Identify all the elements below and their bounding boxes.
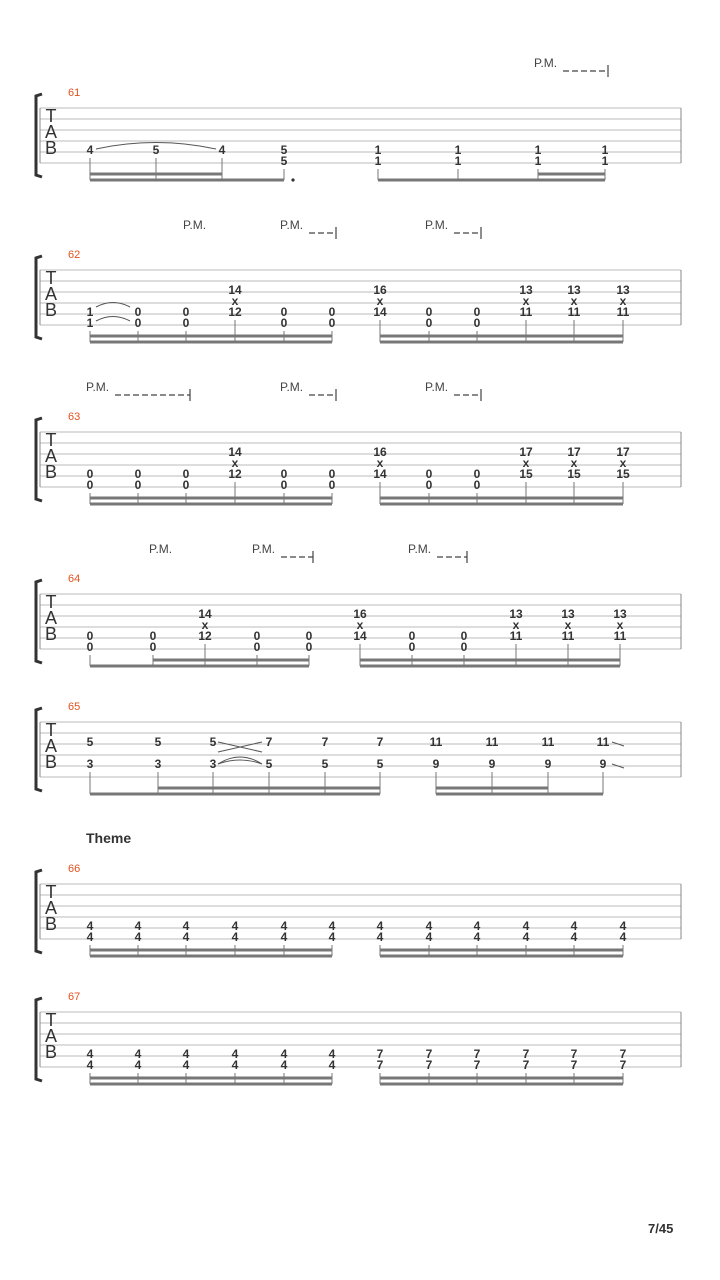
fret-number: 4 [86,143,94,157]
fret-number: 4 [231,930,239,944]
fret-number: 7 [473,1058,481,1072]
fret-number: 7 [321,735,329,749]
fret-number: 4 [218,143,226,157]
fret-number: 0 [182,305,190,319]
fret-number: 0 [86,478,94,492]
tab-clef-letter: B [44,300,58,320]
tab-clef-letter: A [44,284,58,304]
tab-clef-letter: T [45,106,57,126]
fret-number: 1 [601,143,609,157]
fret-number: 5 [86,735,94,749]
fret-number: 4 [86,1047,94,1061]
fret-number: 0 [134,316,142,330]
fret-number: 5 [209,735,217,749]
fret-number: 5 [152,143,160,157]
fret-number: 9 [599,757,607,771]
fret-number: 0 [408,640,416,654]
tab-clef-letter: B [44,914,58,934]
fret-number: 14 [228,445,242,459]
fret-number: 3 [209,757,217,771]
fret-number: 0 [149,640,157,654]
fret-number: 0 [86,629,94,643]
fret-number: 16 [353,607,367,621]
fret-number: 4 [86,930,94,944]
fret-number: 0 [305,640,313,654]
fret-number: 14 [373,467,387,481]
fret-number: 0 [182,316,190,330]
fret-number: 15 [616,467,630,481]
fret-number: 3 [86,757,94,771]
fret-number: 11 [485,735,499,749]
fret-number: 13 [519,283,533,297]
measure-number: 64 [68,573,81,585]
fret-number: 7 [376,735,384,749]
section-label: Theme [86,830,132,846]
fret-number: 4 [522,919,530,933]
fret-number: 13 [561,607,575,621]
palm-mute-label: P.M. [425,218,449,232]
page-number: 7/45 [648,1221,674,1236]
fret-number: 5 [280,154,288,168]
tab-clef-letter: T [45,1010,57,1030]
fret-number: 4 [570,919,578,933]
fret-number: 7 [473,1047,481,1061]
system-bracket [36,256,42,339]
fret-number: 11 [567,305,581,319]
fret-number: 4 [328,1058,336,1072]
fret-number: 7 [425,1058,433,1072]
measure-67 [36,991,681,1084]
palm-mute-label: P.M. [183,218,207,232]
fret-number: 15 [519,467,533,481]
fret-number: 0 [149,629,157,643]
fret-number: 4 [280,930,288,944]
tab-clef-letter: T [45,430,57,450]
palm-mute-label: P.M. [534,56,558,70]
fret-number: 0 [328,316,336,330]
fret-number: 4 [328,919,336,933]
tab-clef-letter: T [45,592,57,612]
fret-number: 1 [374,154,382,168]
fret-number: 0 [134,478,142,492]
tab-clef-letter: A [44,736,58,756]
fret-number: 16 [373,283,387,297]
fret-number: 4 [328,930,336,944]
fret-number: 4 [473,930,481,944]
fret-number: 12 [198,629,212,643]
fret-number: x [512,618,520,632]
fret-number: x [522,456,530,470]
fret-number: 14 [228,283,242,297]
fret-number: 0 [280,305,288,319]
fret-number: 13 [509,607,523,621]
fret-number: 4 [182,919,190,933]
tab-clef-letter: T [45,882,57,902]
fret-number: 4 [280,1047,288,1061]
tab-clef-letter: A [44,446,58,466]
fret-number: 0 [182,467,190,481]
measure-66 [36,863,681,956]
system-bracket [36,870,42,953]
palm-mute-label: P.M. [149,542,173,556]
fret-number: x [376,294,384,308]
fret-number: 17 [519,445,533,459]
fret-number: 4 [231,1047,239,1061]
tab-clef-letter: A [44,608,58,628]
tab-clef-letter: B [44,752,58,772]
palm-mute-label: P.M. [408,542,432,556]
tab-clef-letter: B [44,624,58,644]
fret-number: 1 [534,143,542,157]
fret-number: 4 [182,1047,190,1061]
fret-number: 1 [534,154,542,168]
fret-number: 0 [425,316,433,330]
fret-number: 4 [134,919,142,933]
fret-number: 4 [376,919,384,933]
fret-number: 7 [570,1058,578,1072]
fret-number: 0 [425,478,433,492]
fret-number: x [619,456,627,470]
fret-number: 4 [182,1058,190,1072]
system-bracket [36,708,42,791]
fret-number: 17 [616,445,630,459]
fret-number: x [570,294,578,308]
system-bracket [36,998,42,1081]
fret-number: 1 [374,143,382,157]
fret-number: 13 [613,607,627,621]
fret-number: 9 [544,757,552,771]
fret-number: 1 [86,305,94,319]
fret-number: 4 [182,930,190,944]
measure-number: 63 [68,411,81,423]
fret-number: 14 [353,629,367,643]
fret-number: x [376,456,384,470]
fret-number: 0 [473,316,481,330]
measure-number: 62 [68,249,81,261]
fret-number: 17 [567,445,581,459]
fret-number: 0 [460,629,468,643]
fret-number: 9 [432,757,440,771]
tab-clef-letter: A [44,898,58,918]
fret-number: x [522,294,530,308]
fret-number: 7 [619,1047,627,1061]
fret-number: 4 [473,919,481,933]
measure-62 [36,218,681,342]
fret-number: 4 [86,919,94,933]
fret-number: x [570,456,578,470]
fret-number: 4 [231,1058,239,1072]
fret-number: x [356,618,364,632]
measure-61 [36,56,681,182]
fret-number: 9 [488,757,496,771]
fret-number: x [231,456,239,470]
fret-number: 4 [328,1047,336,1061]
fret-number: 5 [154,735,162,749]
fret-number: 7 [522,1047,530,1061]
measure-64 [36,542,681,666]
fret-number: 0 [473,478,481,492]
system-bracket [36,580,42,663]
fret-number: 0 [134,305,142,319]
fret-number: 0 [253,629,261,643]
palm-mute-label: P.M. [252,542,276,556]
fret-number: 0 [473,305,481,319]
fret-number: 0 [86,467,94,481]
slur [96,317,130,322]
palm-mute-label: P.M. [280,380,304,394]
measure-65 [36,701,681,794]
fret-number: 4 [619,930,627,944]
fret-number: 7 [376,1047,384,1061]
fret-number: 0 [280,478,288,492]
fret-number: 5 [265,757,273,771]
fret-number: 7 [619,1058,627,1072]
fret-number: 7 [265,735,273,749]
measure-number: 67 [68,991,81,1003]
fret-number: 14 [198,607,212,621]
fret-number: 0 [280,467,288,481]
tab-clef-letter: A [44,122,58,142]
fret-number: x [619,294,627,308]
system-bracket [36,94,42,177]
tab-clef-letter: B [44,1042,58,1062]
fret-number: 1 [86,316,94,330]
fret-number: 4 [570,930,578,944]
measure-number: 66 [68,863,81,875]
fret-number: 4 [280,1058,288,1072]
fret-number: 11 [429,735,443,749]
fret-number: 11 [613,629,627,643]
fret-number: 0 [328,478,336,492]
fret-number: 3 [154,757,162,771]
fret-number: 0 [134,467,142,481]
fret-number: 7 [425,1047,433,1061]
fret-number: 13 [616,283,630,297]
fret-number: 5 [376,757,384,771]
fret-number: x [231,294,239,308]
fret-number: 4 [425,919,433,933]
fret-number: 13 [567,283,581,297]
fret-number: x [564,618,572,632]
fret-number: 4 [86,1058,94,1072]
fret-number: 4 [280,919,288,933]
fret-number: x [201,618,209,632]
fret-number: 4 [425,930,433,944]
fret-number: 1 [454,154,462,168]
fret-number: 0 [305,629,313,643]
dot [291,178,294,181]
fret-number: 7 [570,1047,578,1061]
fret-number: 16 [373,445,387,459]
fret-number: 0 [460,640,468,654]
palm-mute-label: P.M. [280,218,304,232]
fret-number: 11 [519,305,533,319]
fret-number: 0 [86,640,94,654]
fret-number: 5 [280,143,288,157]
fret-number: 1 [454,143,462,157]
fret-number: 15 [567,467,581,481]
fret-number: 0 [425,305,433,319]
measure-number: 61 [68,87,81,99]
fret-number: 0 [328,305,336,319]
tab-clef-letter: T [45,720,57,740]
measure-63 [36,380,681,504]
fret-number: 4 [376,930,384,944]
fret-number: 11 [509,629,523,643]
fret-number: 12 [228,467,242,481]
fret-number: 11 [616,305,630,319]
fret-number: 0 [425,467,433,481]
tab-clef-letter: B [44,138,58,158]
fret-number: 0 [473,467,481,481]
fret-number: 0 [253,640,261,654]
tab-clef-letter: B [44,462,58,482]
fret-number: 0 [328,467,336,481]
fret-number: 14 [373,305,387,319]
palm-mute-label: P.M. [425,380,449,394]
fret-number: 4 [231,919,239,933]
fret-number: 4 [522,930,530,944]
fret-number: 4 [134,930,142,944]
tab-clef-letter: A [44,1026,58,1046]
fret-number: 0 [280,316,288,330]
fret-number: 5 [321,757,329,771]
system-bracket [36,418,42,501]
fret-number: 11 [561,629,575,643]
fret-number: 0 [182,478,190,492]
fret-number: 12 [228,305,242,319]
fret-number: 4 [134,1058,142,1072]
palm-mute-label: P.M. [86,380,110,394]
tab-clef-letter: T [45,268,57,288]
fret-number: 7 [376,1058,384,1072]
fret-number: 11 [541,735,555,749]
measure-number: 65 [68,701,81,713]
fret-number: 4 [134,1047,142,1061]
fret-number: 1 [601,154,609,168]
fret-number: x [616,618,624,632]
fret-number: 11 [596,735,610,749]
fret-number: 7 [522,1058,530,1072]
fret-number: 4 [619,919,627,933]
fret-number: 0 [408,629,416,643]
